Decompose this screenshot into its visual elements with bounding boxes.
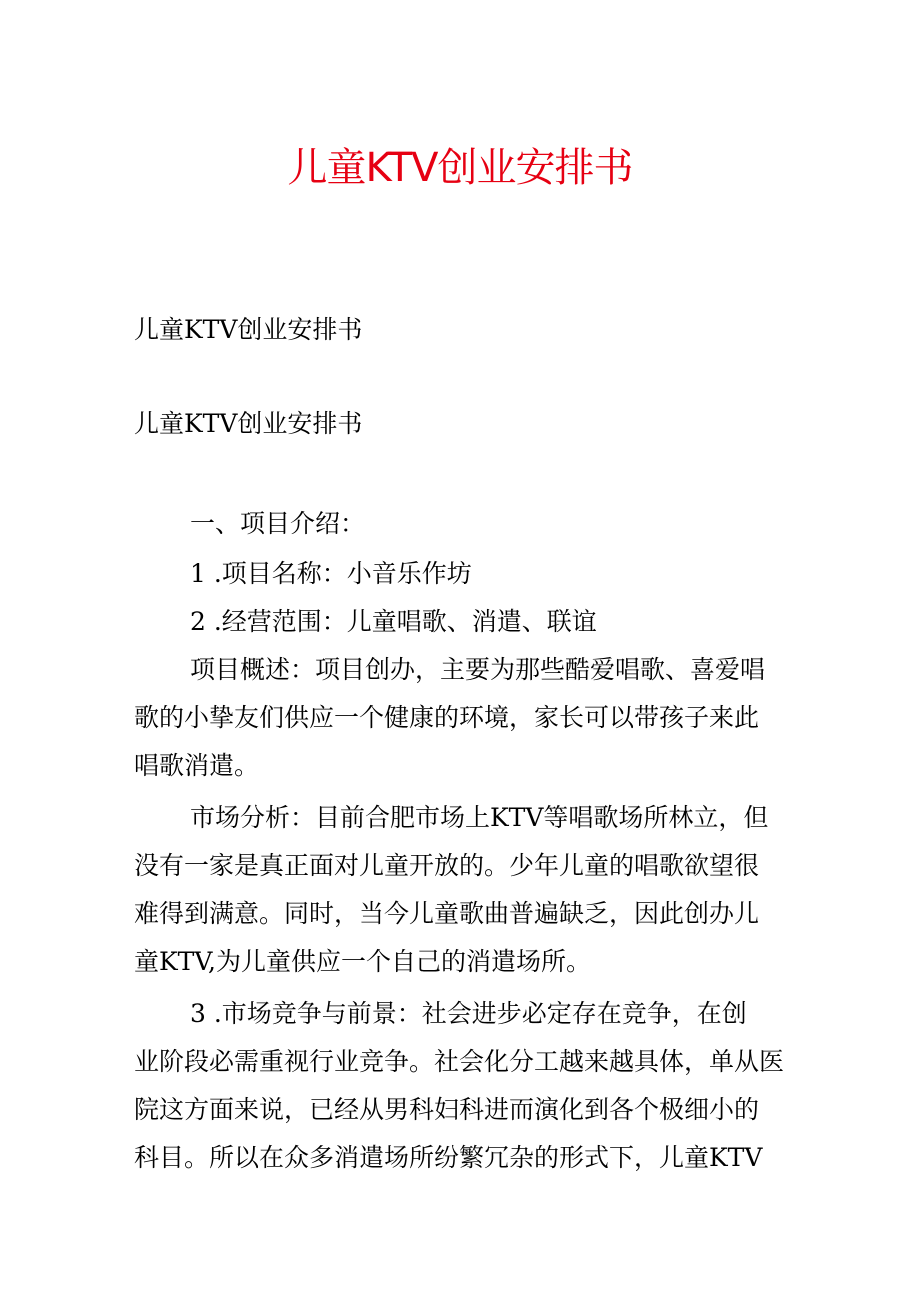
list-item: 1 .项目名称：小音乐作坊 [190,559,472,588]
paragraph-line: 业阶段必需重视行业竞争。社会化分工越来越具体，单从医 [134,1047,785,1076]
document-title: 儿童KTV创业安排书 [287,145,633,191]
list-item: 2 .经营范围：儿童唱歌、消遣、联谊 [190,607,597,636]
paragraph-line: 唱歌消遣。 [134,751,260,780]
document-subtitle: 儿童KTV创业安排书 [134,315,363,344]
paragraph-line: 科目。所以在众多消遣场所纷繁冗杂的形式下，儿童KTV [134,1143,763,1172]
paragraph-line: 童KTV,为儿童供应一个自己的消遣场所。 [134,947,591,976]
document-subtitle: 儿童KTV创业安排书 [134,409,363,438]
document-body [134,500,794,1182]
paragraph-line: 难得到满意。同时，当今儿童歌曲普遍缺乏，因此创办儿 [134,899,760,928]
list-item: 3 .市场竞争与前景：社会进步必定存在竞争，在创 [190,999,747,1028]
paragraph-line: 没有一家是真正面对儿童开放的。少年儿童的唱歌欲望很 [134,851,760,880]
paragraph-line: 市场分析：目前合肥市场上KTV等唱歌场所林立，但 [190,803,769,832]
section-heading: 一、项目介绍： [190,509,366,538]
paragraph-line: 歌的小挚友们供应一个健康的环境，家长可以带孩子来此 [134,703,760,732]
paragraph-line: 院这方面来说，已经从男科妇科进而演化到各个极细小的 [134,1095,760,1124]
paragraph-line: 项目概述：项目创办，主要为那些酷爱唱歌、喜爱唱 [190,655,766,684]
